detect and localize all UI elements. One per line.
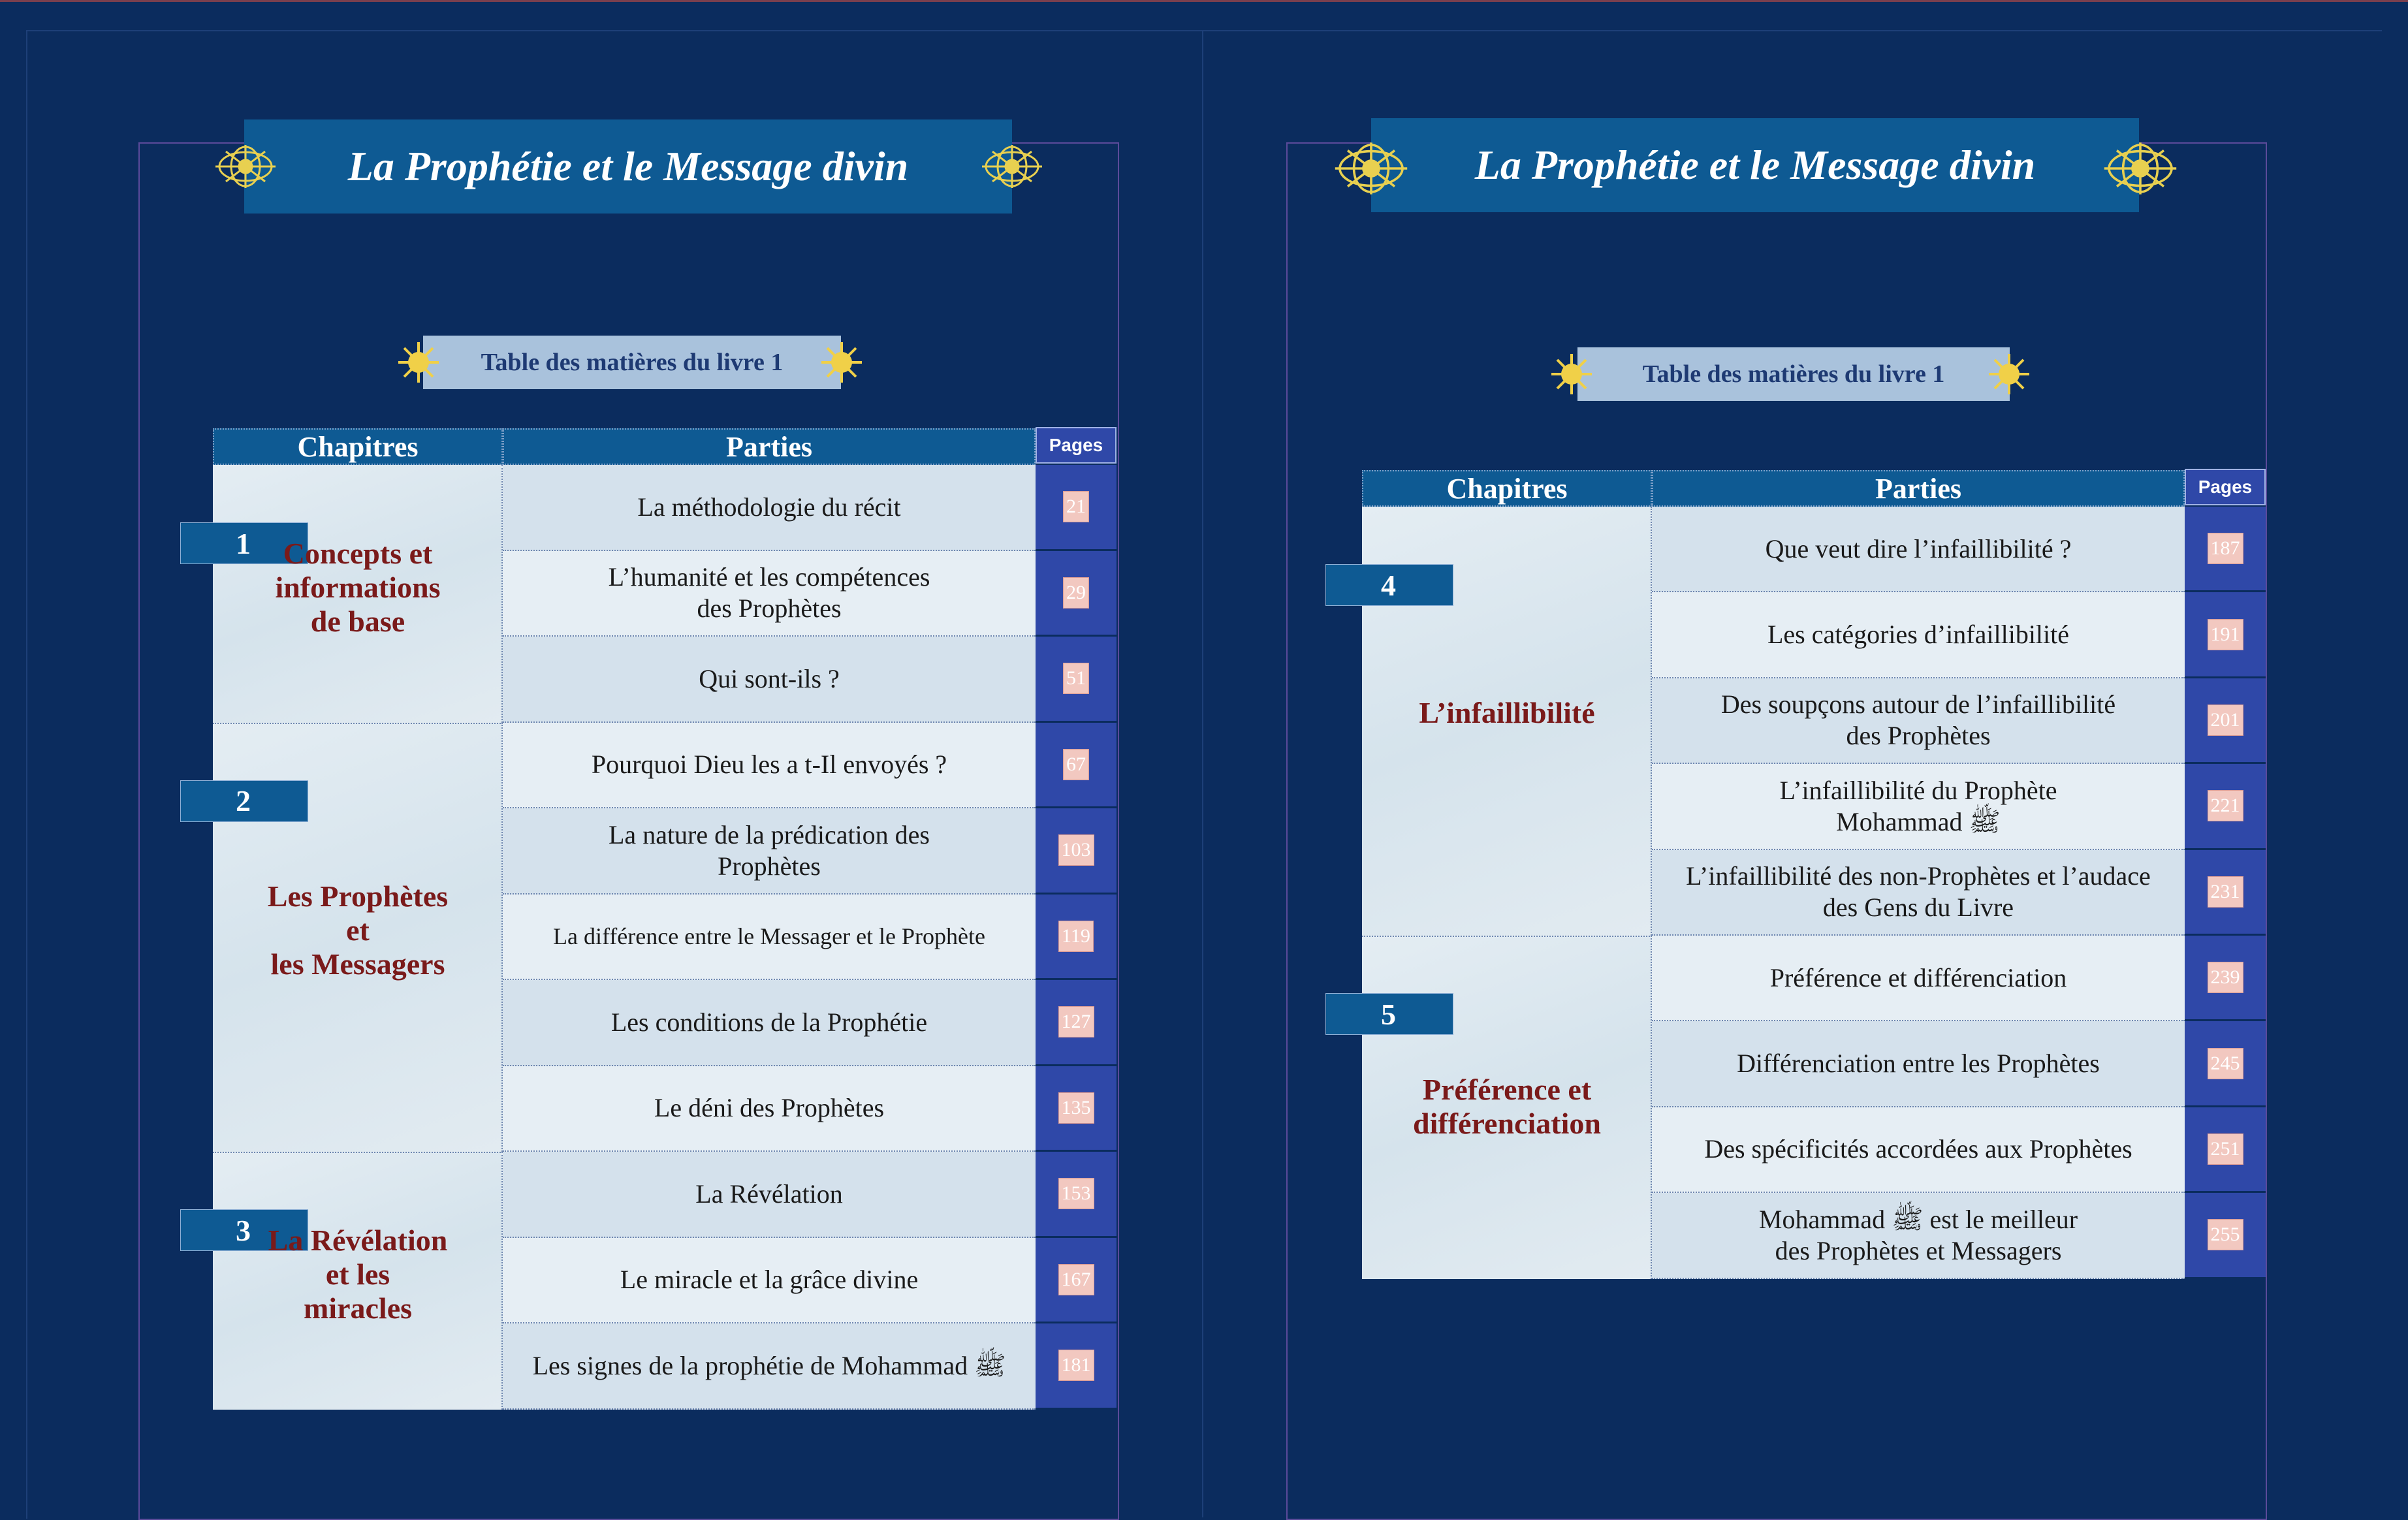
page-number-cell	[2185, 1021, 2266, 1107]
chapter-separator	[1362, 936, 1652, 937]
page-number-cell	[2185, 1107, 2266, 1193]
header-chapters: Chapitres	[1362, 470, 1652, 507]
sun-icon	[397, 341, 440, 384]
page-number-cell	[2185, 507, 2266, 592]
page-number: 103	[1058, 834, 1094, 866]
header-chapters: Chapitres	[213, 428, 503, 465]
page-number: 187	[2208, 533, 2243, 564]
page-number-cell	[1036, 465, 1117, 551]
chapter-number: 2	[180, 780, 308, 822]
page-number: 127	[1058, 1006, 1094, 1037]
part-title: Différenciation entre les Prophètes	[1652, 1021, 2185, 1107]
part-title: Les conditions de la Prophétie	[503, 980, 1036, 1066]
page-number-cell	[2185, 850, 2266, 936]
chapter-separator	[213, 1152, 503, 1153]
header-pages: Pages	[2185, 469, 2266, 505]
ornament-icon	[2095, 141, 2186, 196]
page-number: 201	[2208, 705, 2243, 736]
page-number: 29	[1063, 577, 1089, 609]
page-number: 119	[1058, 921, 1094, 952]
page-number-cell	[1036, 1066, 1117, 1152]
chapter-title: Concepts et informations de base	[275, 537, 441, 638]
part-title: La différence entre le Messager et le Prophète	[503, 895, 1036, 981]
part-title: Les signes de la prophétie de Mohammad ﷺ	[503, 1323, 1036, 1410]
toc-subtitle	[1577, 347, 2010, 401]
page-number-cell	[2185, 678, 2266, 764]
page-number-cell	[1036, 808, 1117, 895]
chapter-number: 1	[180, 522, 308, 564]
chapter-title: Les Prophètes et les Messagers	[267, 879, 449, 981]
book-title-banner	[244, 119, 1012, 214]
ornament-icon	[979, 144, 1045, 189]
chapter-separator	[213, 723, 503, 724]
page-number-cell	[1036, 980, 1117, 1066]
page-number-cell	[1036, 1323, 1117, 1410]
page-number: 255	[2208, 1219, 2243, 1250]
chapter-number: 4	[1325, 564, 1453, 606]
page-number: 153	[1058, 1178, 1094, 1209]
right-page	[1204, 0, 2408, 1517]
chapter-number: 5	[1325, 993, 1453, 1035]
part-title: Le miracle et la grâce divine	[503, 1238, 1036, 1324]
book-title-banner	[1371, 118, 2139, 212]
page-number: 251	[2208, 1133, 2243, 1165]
part-title: Le déni des Prophètes	[503, 1066, 1036, 1152]
sun-icon	[820, 341, 863, 384]
page-number-cell	[1036, 551, 1117, 637]
page-number: 135	[1058, 1092, 1094, 1124]
chapter-title: La Révélation et les miracles	[268, 1224, 448, 1325]
left-page	[0, 0, 1204, 1517]
toc-subtitle	[423, 336, 841, 389]
book-title: La Prophétie et le Message divin	[347, 143, 909, 189]
page-number: 245	[2208, 1048, 2243, 1079]
page-number-cell	[1036, 723, 1117, 809]
page-number: 231	[2208, 876, 2243, 908]
page-number: 21	[1063, 491, 1089, 522]
part-title: L’infaillibilité des non-Prophètes et l’audace des Gens du Livre	[1652, 850, 2185, 936]
page-number: 191	[2208, 619, 2243, 650]
page-number-cell	[1036, 1152, 1117, 1238]
chapter-title: Préférence et différenciation	[1413, 1073, 1601, 1140]
part-title: Pourquoi Dieu les a t-Il envoyés ?	[503, 723, 1036, 809]
part-title: Des spécificités accordées aux Prophètes	[1652, 1107, 2185, 1193]
page-number-cell	[1036, 895, 1117, 981]
part-title: La Révélation	[503, 1152, 1036, 1238]
book-title: La Prophétie et le Message divin	[1474, 142, 2036, 188]
part-title: Qui sont-ils ?	[503, 637, 1036, 723]
page-number: 239	[2208, 962, 2243, 993]
page-number-cell	[2185, 1193, 2266, 1278]
chapter-number: 3	[180, 1209, 308, 1251]
page-number: 67	[1063, 749, 1089, 780]
part-title: L’humanité et les compétences des Prophètes	[503, 551, 1036, 637]
part-title: Que veut dire l’infaillibilité ?	[1652, 507, 2185, 592]
header-parts: Parties	[1652, 470, 2185, 507]
page-number: 167	[1058, 1264, 1094, 1295]
header-parts: Parties	[503, 428, 1036, 465]
page-number-cell	[2185, 764, 2266, 849]
toc-subtitle-text: Table des matières du livre 1	[1642, 360, 1945, 388]
part-title: L’infaillibilité du Prophète Mohammad ﷺ	[1652, 764, 2185, 849]
part-title: Préférence et différenciation	[1652, 936, 2185, 1021]
part-title: Les catégories d’infaillibilité	[1652, 592, 2185, 678]
sun-icon	[1550, 353, 1593, 396]
page-number-cell	[2185, 592, 2266, 678]
part-title: Mohammad ﷺ est le meilleur des Prophètes et Messagers	[1652, 1193, 2185, 1278]
part-title: La nature de la prédication des Prophètes	[503, 808, 1036, 895]
page-number-cell	[1036, 637, 1117, 723]
page-number-cell	[2185, 936, 2266, 1021]
page-number: 51	[1063, 663, 1089, 694]
part-title: Des soupçons autour de l’infaillibilité des Prophètes	[1652, 678, 2185, 764]
sun-icon	[1988, 353, 2031, 396]
ornament-icon	[213, 144, 278, 189]
page-number-cell	[1036, 1238, 1117, 1324]
header-pages: Pages	[1036, 427, 1117, 464]
page-number: 221	[2208, 790, 2243, 821]
toc-subtitle-text: Table des matières du livre 1	[481, 349, 784, 376]
chapter-title: L’infaillibilité	[1419, 696, 1595, 729]
part-title: La méthodologie du récit	[503, 465, 1036, 551]
ornament-icon	[1325, 141, 1417, 196]
page-number: 181	[1058, 1350, 1094, 1381]
